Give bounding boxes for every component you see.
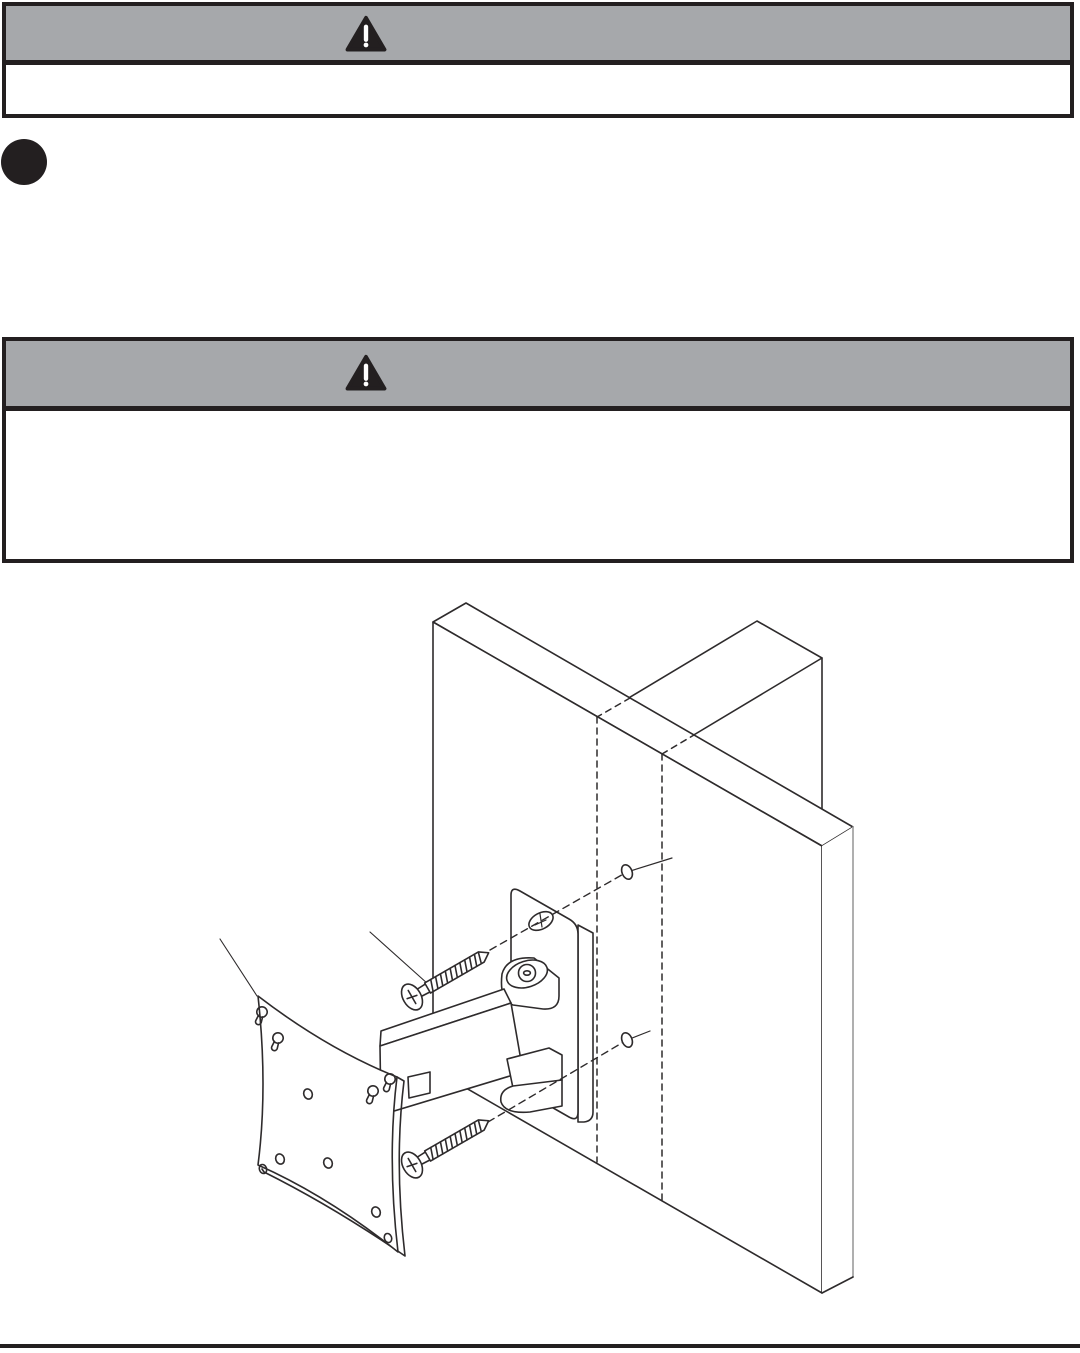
vesa-plate-face	[258, 996, 398, 1252]
annotation-leader-lines	[220, 932, 428, 996]
footer-divider	[0, 1344, 1080, 1348]
screw-leader-line	[370, 932, 428, 984]
lag-screw-bottom	[397, 1109, 495, 1182]
drywall-right-side-face	[822, 827, 853, 1293]
vesa-plate-leader-line	[220, 939, 257, 996]
wall-plate-side-face	[578, 925, 593, 1122]
arm-slot	[408, 1072, 430, 1098]
